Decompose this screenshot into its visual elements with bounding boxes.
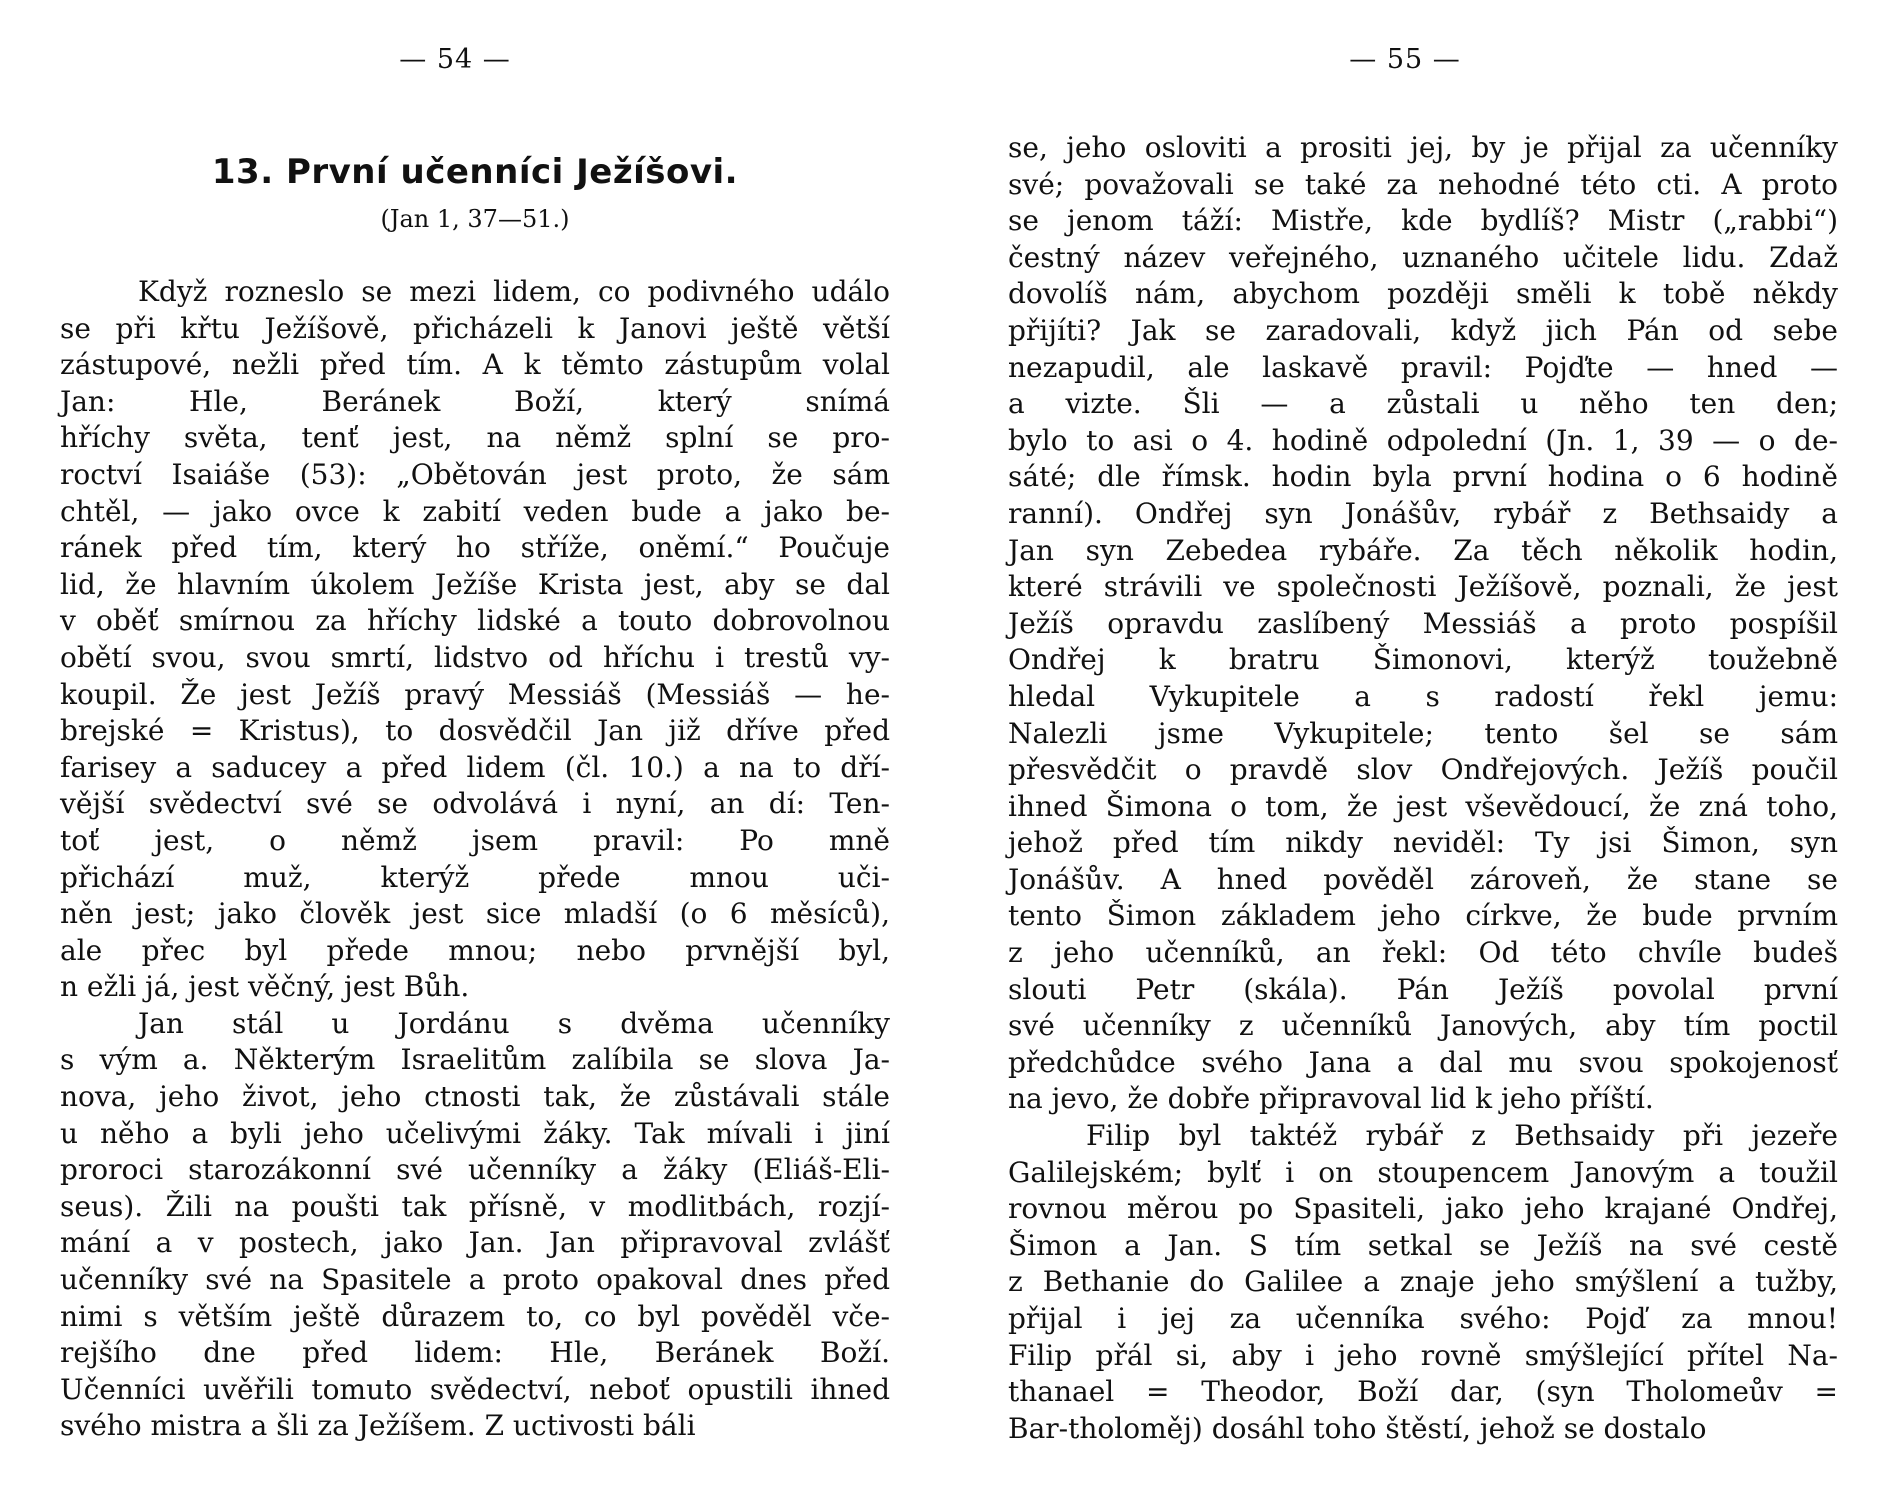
text-line: Nalezli jsme Vykupitele; tento šel se sám xyxy=(1008,716,1838,750)
text-line: přichází muž, kterýž přede mnou uči- xyxy=(60,860,890,894)
text-line: Šimon a Jan. S tím setkal se Ježíš na své cestě xyxy=(1008,1228,1838,1262)
text-line: Galilejském; bylť i on stoupencem Janovým a toužil xyxy=(1008,1155,1838,1189)
text-line: čestný název veřejného, uznaného učitele lidu. Zdaž xyxy=(1008,240,1838,274)
text-line: ranní). Ondřej syn Jonášův, rybář z Bethsaidy a xyxy=(1008,496,1838,530)
body-text xyxy=(60,274,890,1445)
text-line: Bar-tholoměj) dosáhl toho štěstí, jehož se dostalo xyxy=(1008,1411,1707,1445)
text-line: Když rozneslo se mezi lidem, co podivného událo xyxy=(138,275,890,308)
text-line: roctví Isaiáše (53): „Obětován jest proto, že sám xyxy=(60,457,890,491)
text-line: s vým a. Některým Israelitům zalíbila se slova Ja- xyxy=(60,1043,890,1077)
page-number: — 55 — xyxy=(1349,44,1461,75)
text-line: a vizte. Šli — a zůstali u něho ten den; xyxy=(1008,387,1838,421)
body-text xyxy=(1008,130,1838,1447)
text-line: nova, jeho život, jeho ctnosti tak, že zůstávali stále xyxy=(60,1080,890,1114)
text-line: hledal Vykupitele a s radostí řekl jemu: xyxy=(1008,679,1838,713)
scripture-reference: (Jan 1, 37—51.) xyxy=(380,205,570,233)
text-line: mání a v postech, jako Jan. Jan připravoval zvlášť xyxy=(60,1226,890,1260)
text-line: přijíti? Jak se zaradovali, když jich Pán od sebe xyxy=(1008,313,1838,347)
text-line: se jenom táží: Mistře, kde bydlíš? Mistr („rabbi“) xyxy=(1008,204,1838,238)
text-line: přijal i jej za učenníka svého: Pojď za mnou! xyxy=(1008,1302,1838,1335)
right-page xyxy=(1008,0,1838,1500)
text-line: sáté; dle římsk. hodin byla první hodina o 6 hodině xyxy=(1008,460,1838,494)
text-line: Jan syn Zebedea rybáře. Za těch několik hodin, xyxy=(1008,533,1838,567)
text-line: nezapudil, ale laskavě pravil: Pojďte — hned — xyxy=(1008,350,1838,384)
text-line: Jan: Hle, Beránek Boží, který snímá xyxy=(60,384,890,418)
left-page xyxy=(60,0,890,1500)
text-line: Jan stál u Jordánu s dvěma učenníky xyxy=(138,1006,890,1040)
text-line: zástupové, nežli před tím. A k těmto zástupům volal xyxy=(60,348,890,382)
text-line: koupil. Že jest Ježíš pravý Messiáš (Messiáš — he- xyxy=(60,677,890,711)
text-line: u něho a byli jeho učelivými žáky. Tak mívali i jiní xyxy=(60,1116,890,1150)
text-line: přesvědčit o pravdě slov Ondřejových. Ježíš poučil xyxy=(1008,753,1838,787)
text-line: toť jest, o němž jsem pravil: Po mně xyxy=(60,823,890,857)
text-line: n ežli já, jest věčný, jest Bůh. xyxy=(60,970,470,1004)
text-line: něn jest; jako člověk jest sice mladší (o 6 měsíců), xyxy=(60,897,890,931)
text-line: ránek před tím, který ho stříže, oněmí.“ Poučuje xyxy=(60,531,890,565)
text-line: Ježíš opravdu zaslíbený Messiáš a proto pospíšil xyxy=(1008,606,1838,640)
text-line: proroci starozákonní své učenníky a žáky (Eliáš-Eli- xyxy=(60,1153,890,1187)
text-line: v oběť smírnou za hříchy lidské a touto dobrovolnou xyxy=(60,604,890,638)
text-line: svého mistra a šli za Ježíšem. Z uctivosti báli xyxy=(60,1409,696,1443)
text-line: obětí svou, svou smrtí, lidstvo od hříchu i trestů vy- xyxy=(60,640,890,674)
text-line: se, jeho osloviti a prositi jej, by je přijal za učenníky xyxy=(1008,131,1838,164)
text-line: thanael = Theodor, Boží dar, (syn Tholomeův = xyxy=(1008,1375,1838,1409)
text-line: Filip přál si, aby i jeho rovně smýšlející přítel Na- xyxy=(1008,1338,1838,1372)
text-line: Filip byl taktéž rybář z Bethsaidy při jezeře xyxy=(1086,1119,1838,1153)
text-line: tento Šimon základem jeho církve, že bude prvním xyxy=(1008,899,1838,933)
text-line: hříchy světa, tenť jest, na němž splní se pro- xyxy=(60,421,890,455)
text-line: učenníky své na Spasitele a proto opakoval dnes před xyxy=(60,1263,890,1297)
text-line: vější svědectví své se odvolává i nyní, an dí: Ten- xyxy=(60,787,890,821)
text-line: lid, že hlavním úkolem Ježíše Krista jest, aby se dal xyxy=(60,567,890,601)
text-line: rovnou měrou po Spasiteli, jako jeho krajané Ondřej, xyxy=(1008,1192,1838,1226)
text-line: Učenníci uvěřili tomuto svědectví, neboť opustili ihned xyxy=(60,1372,890,1406)
text-line: brejské = Kristus), to dosvědčil Jan již dříve před xyxy=(60,714,890,748)
text-line: z jeho učenníků, an řekl: Od této chvíle budeš xyxy=(1008,936,1838,970)
text-line: ihned Šimona o tom, že jest vševědoucí, že zná toho, xyxy=(1008,789,1838,823)
text-line: své; považovali se také za nehodné této cti. A proto xyxy=(1008,167,1838,201)
text-line: na jevo, že dobře připravoval lid k jeho příští. xyxy=(1008,1082,1654,1116)
text-line: bylo to asi o 4. hodině odpolední (Jn. 1, 39 — o de- xyxy=(1008,423,1838,457)
text-line: Jonášův. A hned pověděl zároveň, že stane se xyxy=(1008,862,1838,896)
text-line: předchůdce svého Jana a dal mu svou spokojenosť xyxy=(1008,1045,1838,1079)
text-line: chtěl, — jako ovce k zabití veden bude a jako be- xyxy=(60,494,890,528)
text-line: nimi s větším ještě důrazem to, co byl pověděl vče- xyxy=(60,1299,890,1333)
text-line: farisey a saducey a před lidem (čl. 10.) a na to dří- xyxy=(60,750,890,784)
text-line: své učenníky z učenníků Janových, aby tím poctil xyxy=(1008,1009,1838,1043)
text-line: slouti Petr (skála). Pán Ježíš povolal první xyxy=(1008,972,1838,1006)
text-line: které strávili ve společnosti Ježíšově, poznali, že jest xyxy=(1008,570,1838,604)
text-line: Ondřej k bratru Šimonovi, kterýž toužebně xyxy=(1008,643,1838,677)
chapter-title: 13. První učenníci Ježíšovi. xyxy=(211,152,739,192)
page-number: — 54 — xyxy=(399,44,511,75)
text-line: jehož před tím nikdy neviděl: Ty jsi Šimon, syn xyxy=(1008,826,1838,860)
text-line: z Bethanie do Galilee a znaje jeho smýšlení a tužby, xyxy=(1008,1265,1838,1299)
text-line: se při křtu Ježíšově, přicházeli k Janovi ještě větší xyxy=(60,311,890,345)
text-line: seus). Žili na poušti tak přísně, v modlitbách, rozjí- xyxy=(60,1189,890,1223)
text-line: rejšího dne před lidem: Hle, Beránek Boží. xyxy=(60,1336,890,1370)
text-line: ale přec byl přede mnou; nebo prvnější byl, xyxy=(60,933,890,967)
text-line: dovolíš nám, abychom později směli k tobě někdy xyxy=(1008,277,1838,311)
